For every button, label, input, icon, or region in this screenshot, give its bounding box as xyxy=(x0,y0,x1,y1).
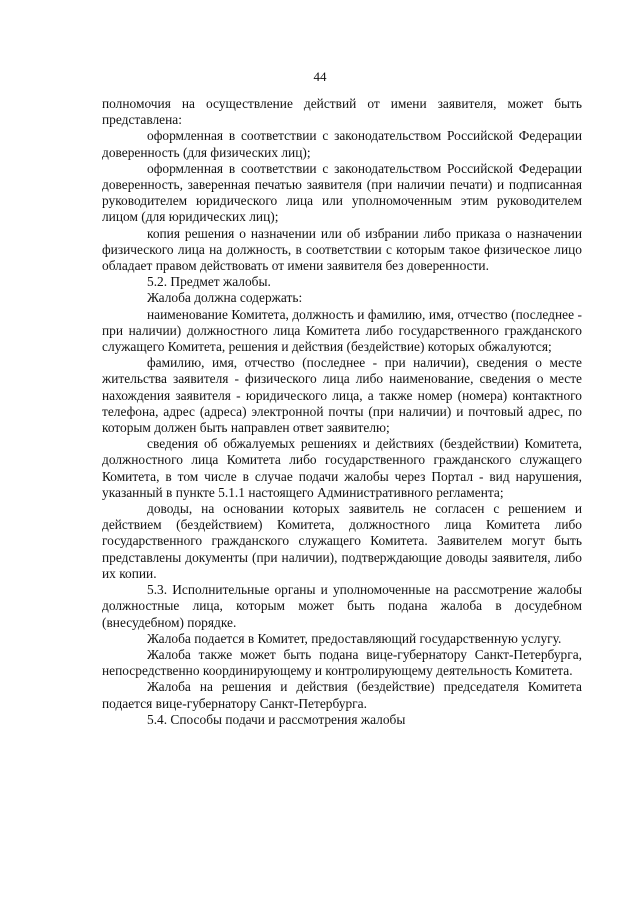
paragraph-item-power-of-attorney-legal-entities: оформленная в соответствии с законодательством Российской Федерации доверенность, заверенная печатью заявителя (при наличии печати) и подписанная руководителем юридического лица или уполномоченным этим руководителем лицом (для юридических лиц); xyxy=(102,160,582,225)
paragraph-complaint-to-committee: Жалоба подается в Комитет, предоставляющий государственную услугу. xyxy=(147,630,562,646)
paragraph-item-arguments: доводы, на основании которых заявитель не согласен с решением и действием (бездействием) Комитета, должностного лица Комитета либо государственного гражданского служащего Комитета. Заявителем могут быть представлены документы (при наличии), подтверждающие доводы заявителя, либо их копии. xyxy=(102,501,582,581)
section-heading-5-2: 5.2. Предмет жалобы. xyxy=(147,274,271,290)
paragraph-item-committee-name: наименование Комитета, должность и фамилию, имя, отчество (последнее - при наличии) должностного лица Комитета либо государственного гражданского служащего Комитета, решения и действия (бездействие) которых обжалуются; xyxy=(102,306,582,355)
paragraph-item-appealed-decisions: сведения об обжалуемых решениях и действиях (бездействии) Комитета, должностного лица Комитета либо государственного гражданского служащего Комитета, в том числе в случае подачи жалобы через Портал - вид нарушения, указанный в пункте 5.1.1 настоящего Административного регламента; xyxy=(102,436,582,500)
paragraph-item-appointment-decision: копия решения о назначении или об избрании либо приказа о назначении физического лица на должность, в соответствии с которым такое физическое лицо обладает правом действовать от имени заявителя без доверенности. xyxy=(102,225,582,274)
paragraph-complaint-on-chairman: Жалоба на решения и действия (бездействие) председателя Комитета подается вице-губернатору Санкт-Петербурга. xyxy=(102,679,582,711)
page-number: 44 xyxy=(313,69,327,84)
paragraph-complaint-to-vice-governor: Жалоба также может быть подана вице-губернатору Санкт-Петербурга, непосредственно координирующему и контролирующему деятельность Комитета. xyxy=(102,646,582,679)
paragraph-complaint-contents-intro: Жалоба должна содержать: xyxy=(147,290,303,306)
paragraph-continuation: полномочия на осуществление действий от имени заявителя, может быть представлена: xyxy=(102,96,582,128)
section-heading-5-4: 5.4. Способы подачи и рассмотрения жалобы xyxy=(147,711,406,727)
paragraph-item-power-of-attorney-individuals: оформленная в соответствии с законодательством Российской Федерации доверенность (для физических лиц); xyxy=(102,128,582,160)
section-heading-5-3: 5.3. Исполнительные органы и уполномоченные на рассмотрение жалобы должностные лица, которым может быть подана жалоба в досудебном (внесудебном) порядке. xyxy=(102,582,582,630)
paragraph-item-applicant-details: фамилию, имя, отчество (последнее - при наличии), сведения о месте жительства заявителя - физического лица либо наименование, сведения о месте нахождения заявителя - юридического лица, а также номер (номера) контактного телефона, адрес (адреса) электронной почты (при наличии) и почтовый адрес, по которым должен быть направлен ответ заявителю; xyxy=(102,355,582,436)
document-body xyxy=(102,96,582,728)
